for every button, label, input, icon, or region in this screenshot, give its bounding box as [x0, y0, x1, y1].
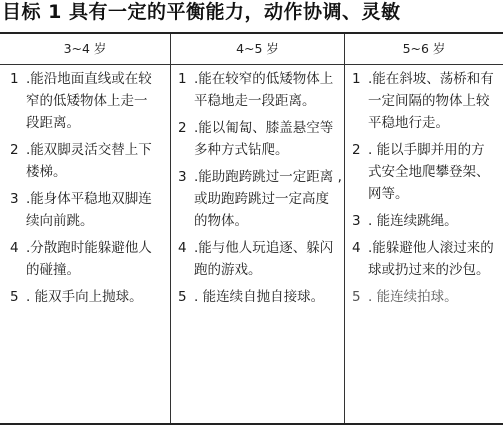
item-number: 5 [178, 289, 187, 305]
item-number: 5 [352, 289, 361, 305]
item-number: 4 [178, 240, 187, 256]
list-item [10, 68, 160, 134]
list-item [352, 68, 496, 134]
list-item [352, 286, 496, 308]
column-divider [170, 34, 171, 425]
column-divider [344, 34, 345, 425]
item-text: .能身体平稳地双脚连续向前跳。 [26, 191, 152, 229]
list-item [352, 139, 496, 205]
item-text: .分散跑时能躲避他人的碰撞。 [26, 240, 152, 278]
item-number: 1 [178, 71, 187, 87]
item-text: .能助跑跨跳过一定距离 ,或助跑跨跳过一定高度的物体。 [194, 169, 342, 229]
column-age-5-6 [352, 68, 496, 313]
list-item [178, 166, 342, 232]
header-age-5-6: 5~6 岁 [402, 41, 446, 56]
item-text: . 能连续拍球。 [368, 289, 458, 305]
item-text: . 能连续跳绳。 [368, 213, 458, 229]
list-item [178, 237, 342, 281]
column-age-4-5 [178, 68, 342, 313]
item-number: 2 [178, 120, 187, 136]
list-item [10, 188, 160, 232]
item-number: 4 [10, 240, 19, 256]
list-item [178, 286, 342, 308]
list-item [10, 286, 160, 308]
list-item [352, 237, 496, 281]
item-text: . 能连续自抛自接球。 [194, 289, 325, 305]
item-text: .能躲避他人滚过来的球或扔过来的沙包。 [368, 240, 494, 278]
list-item [10, 237, 160, 281]
table-bottom-rule [0, 423, 503, 425]
list-item [10, 139, 160, 183]
page-title: 目标 1 具有一定的平衡能力，动作协调、灵敏 [2, 1, 401, 23]
item-number: 4 [352, 240, 361, 256]
item-text: . 能以手脚并用的方式安全地爬攀登架、网等。 [368, 142, 490, 202]
item-number: 2 [352, 142, 361, 158]
item-text: .能以匍匐、膝盖悬空等多种方式钻爬。 [194, 120, 334, 158]
item-number: 2 [10, 142, 19, 158]
goals-table [0, 32, 503, 429]
item-number: 1 [10, 71, 19, 87]
item-text: .能双脚灵活交替上下楼梯。 [26, 142, 152, 180]
item-text: .能与他人玩追逐、躲闪跑的游戏。 [194, 240, 334, 278]
item-text: .能在较窄的低矮物体上平稳地走一段距离。 [194, 71, 334, 109]
header-age-4-5: 4~5 岁 [236, 41, 279, 56]
column-age-3-4 [10, 68, 160, 313]
list-item [178, 117, 342, 161]
item-number: 3 [10, 191, 19, 207]
item-number: 3 [178, 169, 187, 185]
item-number: 5 [10, 289, 19, 305]
item-text: .能沿地面直线或在较窄的低矮物体上走一段距离。 [26, 71, 152, 131]
item-text: . 能双手向上抛球。 [26, 289, 143, 305]
table-header-row [0, 34, 503, 65]
item-text: .能在斜坡、荡桥和有一定间隔的物体上较平稳地行走。 [368, 71, 494, 131]
header-age-3-4: 3~4 岁 [63, 41, 107, 56]
item-number: 1 [352, 71, 361, 87]
list-item [178, 68, 342, 112]
item-number: 3 [352, 213, 361, 229]
list-item [352, 210, 496, 232]
